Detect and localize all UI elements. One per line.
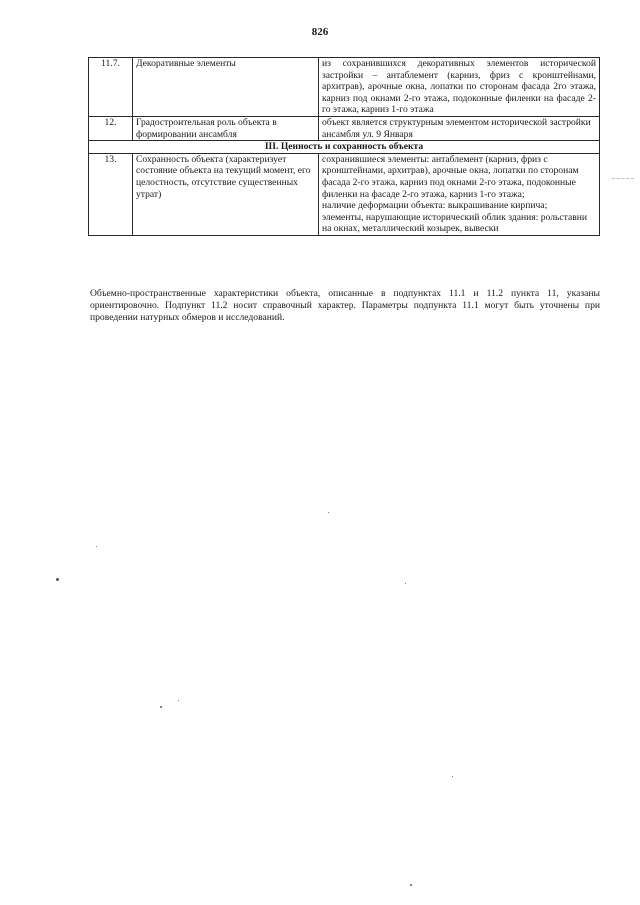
section-header-row bbox=[89, 141, 600, 154]
footnote-paragraph: Объемно-пространственные характеристики объекта, описанные в подпунктах 11.1 и 11.2 пункта 11, указаны ориентировочно. Подпункт 11.2 носит справочный характер. Параметры подпункта 11.1 могут быть уточнены при проведении натурных обмеров и исследований. bbox=[90, 288, 600, 324]
row-number: 12. bbox=[89, 116, 133, 140]
row-value: объект является структурным элементом исторической застройки ансамбля ул. 9 Января bbox=[319, 116, 600, 140]
page-number: 826 bbox=[311, 26, 329, 38]
row-name: Градостроительная роль объекта в формировании ансамбля bbox=[133, 116, 319, 140]
scan-speck bbox=[56, 578, 59, 581]
value-line: сохранившиеся элементы: антаблемент (карниз, фриз с кронштейнами, архитрав), арочные окна, лопатки по сторонам фасада 2-го этажа, карниз под окнами 2-го этажа, подоконные филенки на фасаде 2-го этажа, карниз 1-го этажа; bbox=[322, 153, 579, 200]
table-row bbox=[89, 58, 600, 117]
object-characteristics-table bbox=[88, 57, 600, 236]
scan-artifact bbox=[612, 178, 634, 179]
scan-speck bbox=[96, 546, 97, 547]
row-number: 11.7. bbox=[89, 58, 133, 117]
scan-speck bbox=[160, 706, 162, 708]
value-line: наличие деформации объекта: выкрашивание кирпича; bbox=[322, 200, 548, 212]
row-number: 13. bbox=[89, 153, 133, 235]
scan-speck bbox=[178, 700, 179, 701]
table-row bbox=[89, 153, 600, 235]
scan-speck bbox=[405, 583, 406, 584]
row-value: из сохранившихся декоративных элементов исторической застройки – антаблемент (карниз, фриз с кронштейнами, архитрав), арочные окна, лопатки по сторонам фасада 2го этажа, карниз под окнами 2-го этажа, подоконные филенки на фасаде 2-го этажа, карниз 1-го этажа bbox=[319, 58, 600, 117]
scan-speck bbox=[328, 512, 329, 513]
value-line: элементы, нарушающие исторический облик здания: рольставни на окнах, металлический козырек, вывески bbox=[322, 211, 588, 235]
scan-speck bbox=[452, 776, 453, 777]
section-header: III. Ценность и сохранность объекта bbox=[89, 141, 600, 154]
table-row bbox=[89, 116, 600, 140]
row-name: Декоративные элементы bbox=[133, 58, 319, 117]
row-name: Сохранность объекта (характеризует состояние объекта на текущий момент, его целостность, отсутствие существенных утрат) bbox=[133, 153, 319, 235]
row-value bbox=[319, 153, 600, 235]
scan-speck bbox=[410, 884, 412, 886]
